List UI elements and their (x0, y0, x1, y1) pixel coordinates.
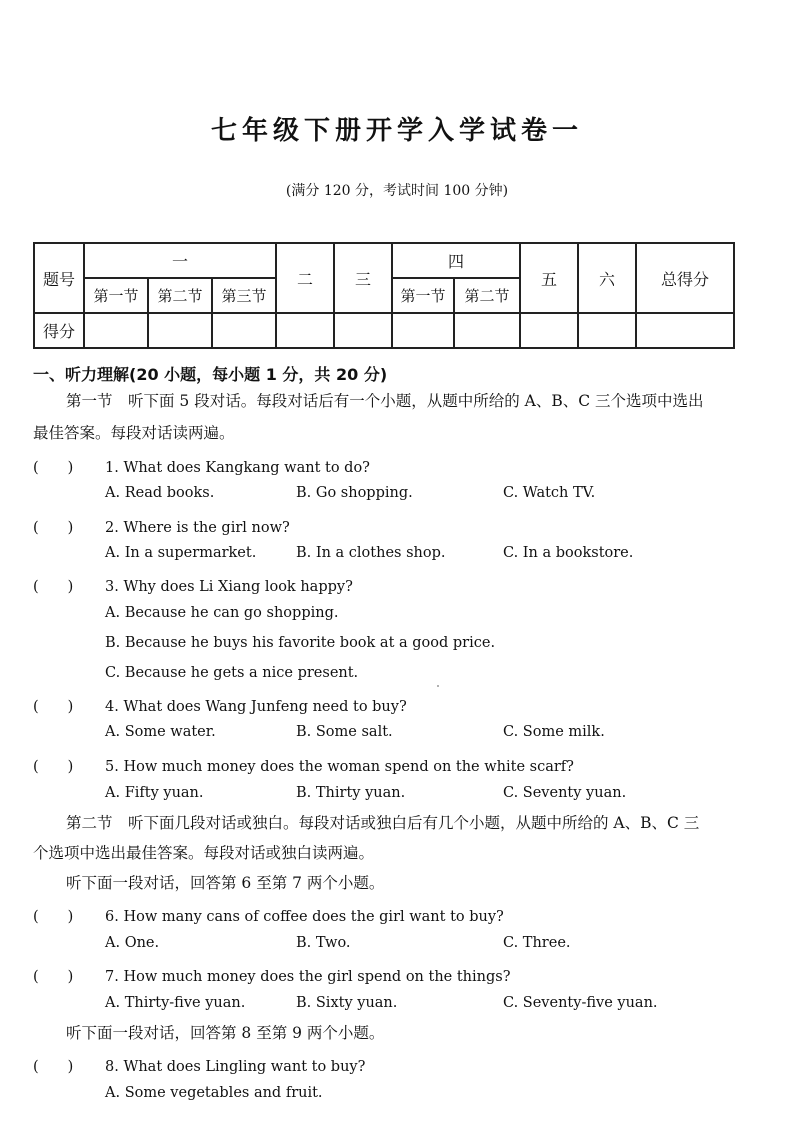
answer-blank[interactable]: ( ) (33, 969, 74, 985)
exam-title: 七年级下册开学入学试卷一 (210, 116, 583, 146)
answer-blank[interactable]: ( ) (33, 1059, 74, 1075)
question-text: 1. What does Kangkang want to do? (105, 460, 370, 476)
option: C. Three. (503, 935, 571, 951)
question-6 (33, 905, 504, 926)
score-cell[interactable] (454, 313, 520, 348)
part1-instruction-line1: 第一节 听下面 5 段对话。每段对话后有一个小题，从题中所给的 A、B、C 三个选项中选出 (66, 392, 704, 410)
option: C. Because he gets a nice present. (105, 665, 359, 681)
score-table (33, 242, 735, 349)
score-cell[interactable] (334, 313, 392, 348)
answer-blank[interactable]: ( ) (33, 460, 74, 476)
option: B. Two. (296, 935, 351, 951)
part2-instruction-line1: 第二节 听下面几段对话或独白。每段对话或独白后有几个小题，从题中所给的 A、B、C 三 (66, 814, 700, 832)
option: A. Because he can go shopping. (105, 605, 339, 621)
score-header-part2: 二 (276, 243, 334, 313)
option: B. In a clothes shop. (296, 545, 446, 561)
score-header-part6: 六 (578, 243, 636, 313)
score-header-tihao: 题号 (34, 243, 84, 313)
score-row-label: 得分 (34, 313, 84, 348)
score-header-part1: 一 (84, 243, 276, 278)
score-cell[interactable] (392, 313, 454, 348)
option: A. In a supermarket. (105, 545, 257, 561)
score-subheader-p1-s3: 第三节 (212, 278, 276, 313)
score-header-part5: 五 (520, 243, 578, 313)
answer-blank[interactable]: ( ) (33, 699, 74, 715)
option: C. Seventy yuan. (503, 785, 627, 801)
score-header-part3: 三 (334, 243, 392, 313)
option: C. Some milk. (503, 724, 605, 740)
section-heading-listening: 一、听力理解(20 小题，每小题 1 分，共 20 分) (33, 365, 388, 384)
score-subheader-p4-s1: 第一节 (392, 278, 454, 313)
question-text: 5. How much money does the woman spend on the white scarf? (105, 759, 574, 775)
option: A. One. (105, 935, 160, 951)
option: B. Thirty yuan. (296, 785, 406, 801)
question-5 (33, 755, 574, 776)
score-header-total: 总得分 (636, 243, 734, 313)
instruction-q8-q9: 听下面一段对话，回答第 8 至第 9 两个小题。 (66, 1024, 385, 1042)
question-8 (33, 1055, 365, 1076)
question-text: 6. How many cans of coffee does the girl want to buy? (105, 909, 504, 925)
question-text: 7. How much money does the girl spend on the things? (105, 969, 511, 985)
question-4 (33, 695, 407, 716)
answer-blank[interactable]: ( ) (33, 759, 74, 775)
part1-instruction-line2: 最佳答案。每段对话读两遍。 (33, 424, 235, 442)
option: B. Some salt. (296, 724, 393, 740)
question-text: 2. Where is the girl now? (105, 520, 290, 536)
option: A. Fifty yuan. (105, 785, 204, 801)
score-cell[interactable] (578, 313, 636, 348)
score-subheader-p1-s1: 第一节 (84, 278, 148, 313)
option: B. Sixty yuan. (296, 995, 398, 1011)
exam-subtitle: (满分 120 分，考试时间 100 分钟) (285, 183, 509, 199)
question-text: 3. Why does Li Xiang look happy? (105, 579, 353, 595)
option: A. Some vegetables and fruit. (105, 1085, 323, 1101)
answer-blank[interactable]: ( ) (33, 579, 74, 595)
score-cell[interactable] (148, 313, 212, 348)
question-2 (33, 516, 290, 537)
question-1 (33, 456, 370, 477)
instruction-q6-q7: 听下面一段对话，回答第 6 至第 7 两个小题。 (66, 874, 385, 892)
scan-speck (437, 685, 439, 687)
score-header-part4: 四 (392, 243, 520, 278)
score-cell[interactable] (84, 313, 148, 348)
part2-instruction-line2: 个选项中选出最佳答案。每段对话或独白读两遍。 (33, 844, 375, 862)
option: B. Go shopping. (296, 485, 413, 501)
score-cell[interactable] (636, 313, 734, 348)
question-text: 8. What does Lingling want to buy? (105, 1059, 366, 1075)
score-cell[interactable] (276, 313, 334, 348)
option: C. In a bookstore. (503, 545, 634, 561)
answer-blank[interactable]: ( ) (33, 520, 74, 536)
score-subheader-p4-s2: 第二节 (454, 278, 520, 313)
question-3 (33, 575, 353, 596)
option: C. Watch TV. (503, 485, 596, 501)
option: A. Thirty-five yuan. (105, 995, 246, 1011)
question-7 (33, 965, 511, 986)
question-text: 4. What does Wang Junfeng need to buy? (105, 699, 407, 715)
option: A. Read books. (105, 485, 215, 501)
answer-blank[interactable]: ( ) (33, 909, 74, 925)
score-cell[interactable] (212, 313, 276, 348)
option: C. Seventy-five yuan. (503, 995, 658, 1011)
score-cell[interactable] (520, 313, 578, 348)
score-subheader-p1-s2: 第二节 (148, 278, 212, 313)
option: A. Some water. (105, 724, 216, 740)
option: B. Because he buys his favorite book at a good price. (105, 635, 496, 651)
